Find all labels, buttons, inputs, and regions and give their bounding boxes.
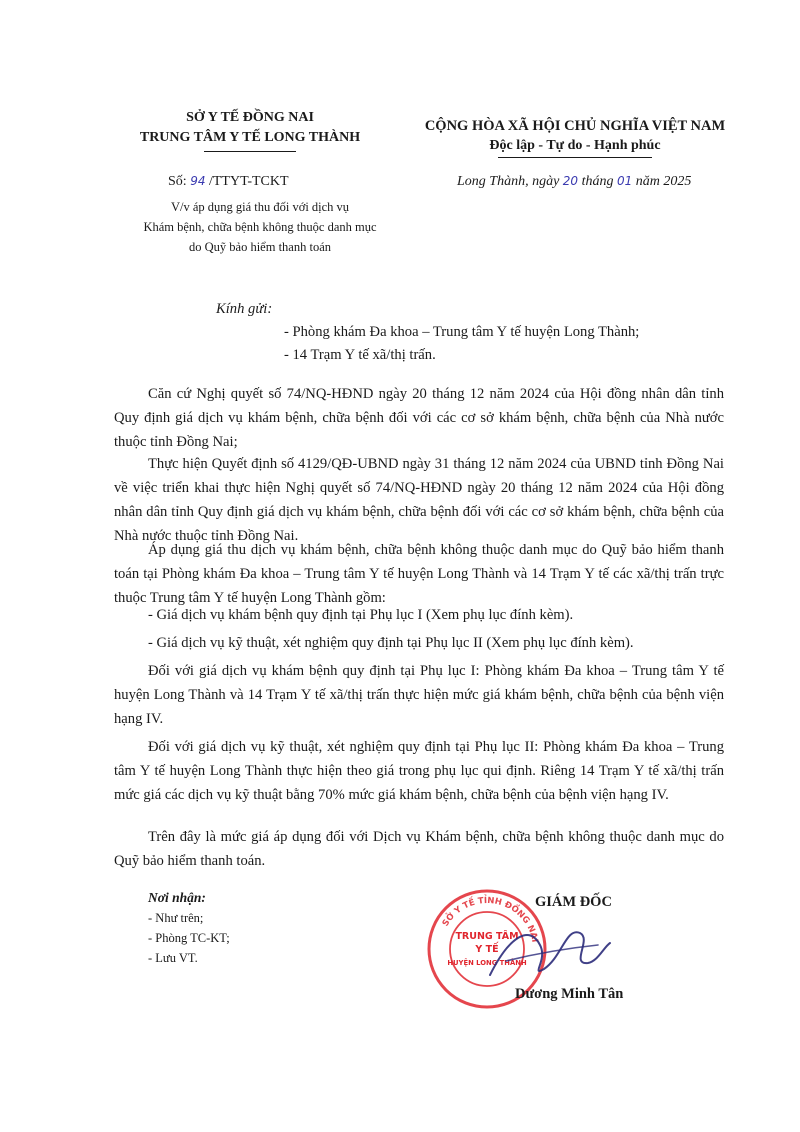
recipient-item: - Phòng TC-KT;	[148, 931, 230, 945]
date-line	[457, 174, 691, 190]
addressee-label: Kính gửi:	[216, 301, 273, 317]
issuer-underline	[204, 151, 296, 152]
doc-number-prefix: Số:	[168, 174, 187, 189]
body-paragraph: Áp dụng giá thu dịch vụ khám bệnh, chữa bệnh không thuộc danh mục do Quỹ bảo hiểm thanh toán tại Phòng khám Đa khoa – Trung tâm Y tế huyện Long Thành và 14 Trạm Y tế các xã/thị trấn trực thuộc Trung tâm Y tế huyện Long Thành gồm:	[114, 542, 724, 606]
document-number	[168, 174, 289, 190]
national-title: CỘNG HÒA XÃ HỘI CHỦ NGHĨA VIỆT NAM	[424, 118, 726, 134]
date-day: 20	[562, 174, 579, 188]
recipient-item: - Như trên;	[148, 911, 204, 925]
date-month: 01	[616, 174, 633, 188]
seal-center-line: TRUNG TÂM	[455, 931, 519, 942]
subject-line-1: V/v áp dụng giá thu đối với dịch vụ	[170, 200, 350, 214]
seal-ring-text: SỞ Y TẾ TỈNH ĐỒNG NAI	[440, 895, 540, 944]
seal-center-line: Y TẾ	[475, 944, 499, 955]
subject-line-3: do Quỹ bảo hiểm thanh toán	[189, 240, 331, 254]
date-year: năm 2025	[635, 174, 692, 189]
addressee-item: - 14 Trạm Y tế xã/thị trấn.	[284, 347, 436, 363]
body-list-item: - Giá dịch vụ kỹ thuật, xét nghiệm quy định tại Phụ lục II (Xem phụ lục đính kèm).	[148, 635, 634, 651]
handwritten-signature-icon	[470, 905, 620, 995]
body-paragraph: Căn cứ Nghị quyết số 74/NQ-HĐND ngày 20 tháng 12 năm 2024 của Hội đồng nhân dân tỉnh Quy định giá dịch vụ khám bệnh, chữa bệnh đối với các cơ sở khám bệnh, chữa bệnh của Nhà nước thuộc tỉnh Đồng Nai;	[114, 386, 724, 450]
body-paragraph: Thực hiện Quyết định số 4129/QĐ-UBND ngày 31 tháng 12 năm 2024 của UBND tỉnh Đồng Nai về việc triển khai thực hiện Nghị quyết số 74/NQ-HĐND ngày 20 tháng 12 năm 2024 của Hội đồng nhân dân tỉnh Quy định giá dịch vụ khám bệnh, chữa bệnh đối với các cơ sở khám bệnh, chữa bệnh của Nhà nước thuộc tỉnh Đồng Nai.	[114, 456, 724, 544]
date-month-label: tháng	[581, 174, 614, 189]
signer-name: Dương Minh Tân	[515, 986, 624, 1002]
motto-underline	[498, 157, 652, 158]
date-place: Long Thành, ngày	[457, 174, 560, 189]
signer-position: GIÁM ĐỐC	[535, 894, 612, 910]
recipients-title: Nơi nhận:	[148, 890, 206, 905]
doc-number-handwritten: 94	[190, 174, 206, 188]
doc-number-suffix: /TTYT-TCKT	[208, 174, 289, 189]
addressee-item: - Phòng khám Đa khoa – Trung tâm Y tế huyện Long Thành;	[284, 324, 640, 340]
recipient-item: - Lưu VT.	[148, 951, 198, 965]
seal-center-line: HUYỆN LONG THÀNH	[447, 959, 527, 967]
issuer-organization: TRUNG TÂM Y TẾ LONG THÀNH	[139, 130, 361, 145]
subject-line-2: Khám bệnh, chữa bệnh không thuộc danh mục	[143, 220, 377, 234]
body-paragraph: Trên đây là mức giá áp dụng đối với Dịch vụ Khám bệnh, chữa bệnh không thuộc danh mục do Quỹ bảo hiểm thanh toán.	[114, 829, 724, 869]
issuer-department: SỞ Y TẾ ĐỒNG NAI	[186, 110, 314, 125]
body-paragraph: Đối với giá dịch vụ kỹ thuật, xét nghiệm quy định tại Phụ lục II: Phòng khám Đa khoa – Trung tâm Y tế huyện Long Thành thực hiện theo giá trong phụ lục qui định. Riêng 14 Trạm Y tế xã/thị trấn mức giá các dịch vụ kỹ thuật bằng 70% mức giá khám bệnh, chữa bệnh của bệnh viện hạng IV.	[114, 739, 724, 803]
national-motto: Độc lập - Tự do - Hạnh phúc	[489, 138, 661, 153]
body-paragraph: Đối với giá dịch vụ khám bệnh quy định tại Phụ lục I: Phòng khám Đa khoa – Trung tâm Y tế huyện Long Thành và 14 Trạm Y tế xã/thị trấn thực hiện mức giá khám bệnh, chữa bệnh của bệnh viện hạng IV.	[114, 663, 724, 727]
body-list-item: - Giá dịch vụ khám bệnh quy định tại Phụ lục I (Xem phụ lục đính kèm).	[148, 607, 574, 623]
